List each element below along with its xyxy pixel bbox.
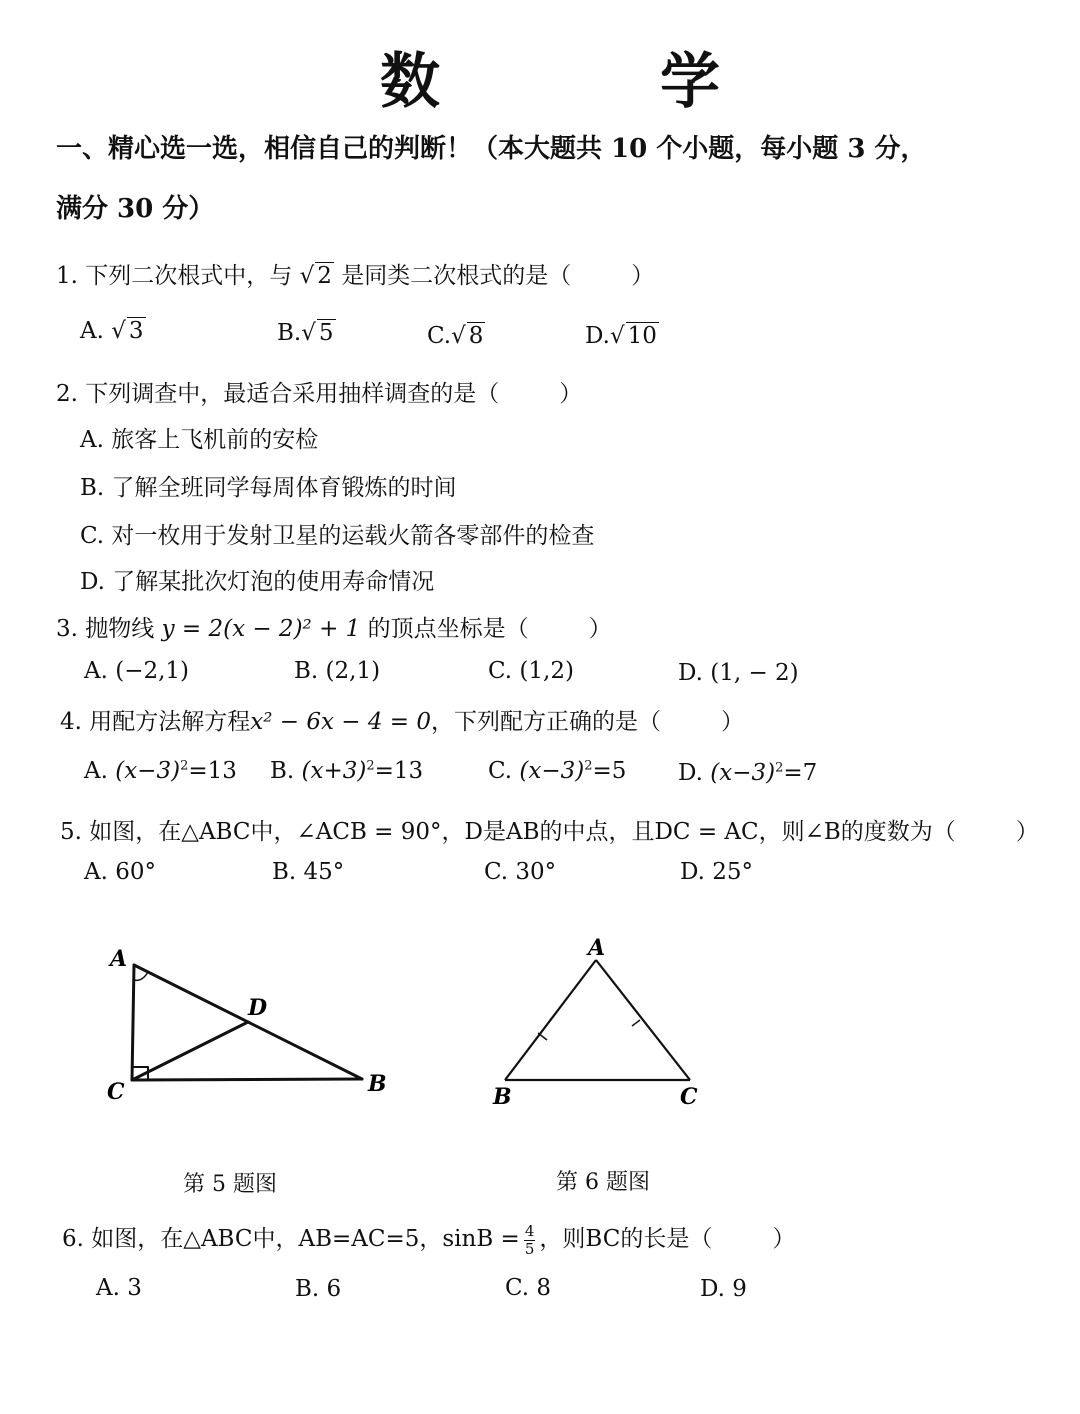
section-heading-line2: 满分 30 分） — [56, 194, 215, 224]
fig6-tick-ac — [632, 1020, 640, 1026]
question-3-option-d[interactable]: D. (1, − 2) — [678, 660, 799, 686]
question-1-option-b[interactable]: B.√ 5 — [277, 320, 334, 346]
question-1-option-d[interactable]: D.√ 10 — [585, 323, 657, 349]
fig5-label-c: C — [107, 1079, 125, 1105]
parabola-formula: y = 2(x − 2)² + 1 — [161, 616, 361, 642]
question-6-option-c[interactable]: C. 8 — [505, 1275, 552, 1301]
question-5-option-b[interactable]: B. 45° — [272, 859, 345, 885]
question-1-stem: 1. 下列二次根式中，与 √ 2 是同类二次根式的是（ ） — [56, 263, 655, 289]
question-5-option-c[interactable]: C. 30° — [484, 859, 557, 885]
question-2-stem: 2. 下列调查中，最适合采用抽样调查的是（ ） — [56, 381, 583, 407]
fig6-label-c: C — [680, 1084, 698, 1110]
fig5-side-ac — [132, 965, 134, 1080]
figure-6-isosceles-triangle — [485, 932, 710, 1114]
page-title: 数 学 — [380, 47, 800, 117]
question-4-stem: 4. 用配方法解方程x² − 6x − 4 = 0，下列配方正确的是（ ） — [60, 709, 745, 735]
fig6-side-ac — [596, 960, 690, 1080]
question-4-option-b[interactable]: B. $(x+3)^2=13$ — [270, 758, 424, 784]
sqrt-2: √ 2 — [299, 263, 332, 289]
fraction-4-5: $\frac{4}{5}$ — [524, 1221, 535, 1258]
question-6-stem: 6. 如图，在△ABC中，AB=AC=5，sinB = $\frac{4}{5}$ ，则BC的长是（ ） — [62, 1221, 796, 1258]
fig5-label-b: B — [368, 1071, 387, 1097]
question-3-option-c[interactable]: C. (1,2) — [488, 658, 574, 684]
question-2-option-c[interactable]: C. 对一枚用于发射卫星的运载火箭各零部件的检查 — [80, 523, 595, 549]
question-6-option-a[interactable]: A. 3 — [96, 1275, 142, 1301]
question-1-option-c[interactable]: C.√ 8 — [427, 323, 484, 349]
quadratic-equation: x² − 6x − 4 = 0 — [250, 709, 432, 735]
fig5-label-a: A — [110, 946, 128, 972]
fig5-label-d: D — [248, 995, 268, 1021]
question-2-option-a[interactable]: A. 旅客上飞机前的安检 — [80, 427, 319, 453]
question-1-option-a[interactable]: A. √ 3 — [80, 318, 144, 344]
question-2-option-b[interactable]: B. 了解全班同学每周体育锻炼的时间 — [80, 475, 457, 501]
question-5-option-d[interactable]: D. 25° — [680, 859, 754, 885]
figure-5-caption: 第 5 题图 — [183, 1172, 277, 1197]
question-6-option-d[interactable]: D. 9 — [700, 1276, 747, 1302]
fig5-segment-cd — [132, 1022, 248, 1080]
question-4-option-c[interactable]: C. $(x-3)^2=5$ — [488, 758, 627, 784]
question-4-option-d[interactable]: D. $(x-3)^2=7$ — [678, 760, 818, 786]
fig6-label-b: B — [493, 1084, 512, 1110]
question-6-option-b[interactable]: B. 6 — [295, 1276, 342, 1302]
question-3-option-b[interactable]: B. (2,1) — [294, 658, 381, 684]
figure-5-right-triangle — [95, 935, 405, 1115]
question-4-option-a[interactable]: A. $(x-3)^2=13$ — [84, 758, 237, 784]
section-heading-line1: 一、精心选一选，相信自己的判断！（本大题共 10 个小题，每小题 3 分， — [56, 134, 927, 164]
question-3-stem: 3. 抛物线 y = 2(x − 2)² + 1 的顶点坐标是（ ） — [56, 616, 612, 642]
fig5-side-cb — [132, 1079, 362, 1080]
fig6-label-a: A — [588, 935, 606, 961]
question-5-stem: 5. 如图，在△ABC中，∠ACB = 90°，D是AB的中点，且DC = AC，则∠B的度数为（ ） — [60, 819, 1039, 845]
question-2-option-d[interactable]: D. 了解某批次灯泡的使用寿命情况 — [80, 569, 435, 595]
question-3-option-a[interactable]: A. (−2,1) — [84, 658, 190, 684]
figure-6-caption: 第 6 题图 — [556, 1170, 650, 1195]
question-5-option-a[interactable]: A. 60° — [84, 859, 156, 885]
fig6-side-ab — [505, 960, 596, 1080]
fig5-angle-arc — [134, 972, 148, 980]
